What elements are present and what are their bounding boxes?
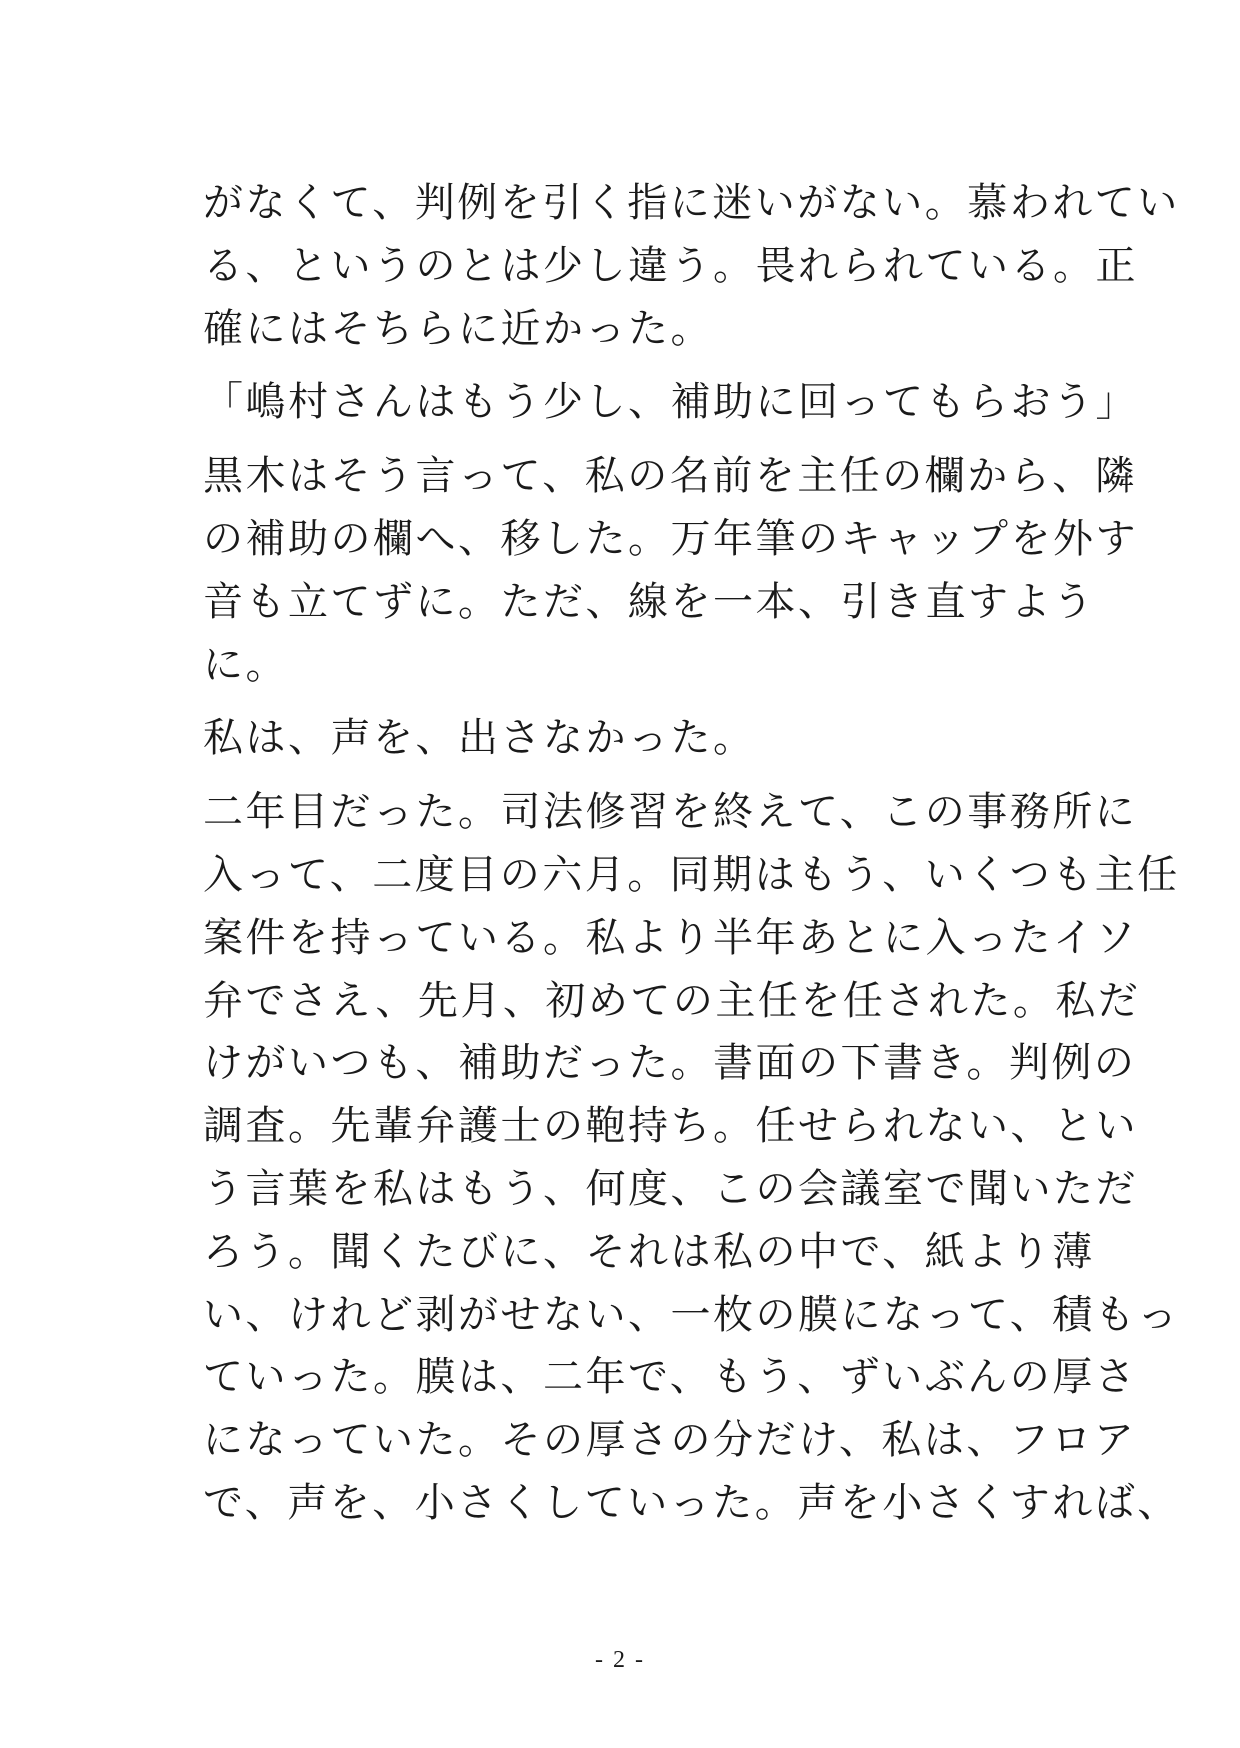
text-line: 調査。先輩弁護士の鞄持ち。任せられない、とい bbox=[203, 1103, 1138, 1150]
text-line: に。 bbox=[203, 641, 288, 688]
text-line: の補助の欄へ、移した。万年筆のキャップを外す bbox=[203, 515, 1138, 562]
text-line: ていった。膜は、二年で、もう、ずいぶんの厚さ bbox=[203, 1354, 1138, 1401]
text-line: う言葉を私はもう、何度、この会議室で聞いただ bbox=[203, 1165, 1138, 1212]
dialogue-line: 「嶋村さんはもう少し、補助に回ってもらおう」 bbox=[203, 379, 1138, 426]
text-line: 確にはそちらに近かった。 bbox=[203, 305, 713, 352]
text-line: で、声を、小さくしていった。声を小さくすれば、 bbox=[203, 1479, 1180, 1526]
text-line: 私は、声を、出さなかった。 bbox=[203, 715, 756, 762]
page-number: - 2 - bbox=[595, 1647, 645, 1673]
text-line: 二年目だった。司法修習を終えて、この事務所に bbox=[203, 789, 1138, 836]
text-line: ろう。聞くたびに、それは私の中で、紙より薄 bbox=[203, 1228, 1095, 1275]
text-line: 案件を持っている。私より半年あとに入ったイソ bbox=[203, 914, 1138, 961]
text-line: けがいつも、補助だった。書面の下書き。判例の bbox=[203, 1040, 1137, 1087]
text-line: 入って、二度目の六月。同期はもう、いくつも主任 bbox=[203, 851, 1180, 898]
body-text bbox=[203, 172, 1180, 1535]
text-line: い、けれど剥がせない、一枚の膜になって、積もっ bbox=[203, 1291, 1180, 1338]
text-line: 黒木はそう言って、私の名前を主任の欄から、隣 bbox=[203, 453, 1138, 500]
text-line: 弁でさえ、先月、初めての主任を任された。私だ bbox=[203, 977, 1141, 1024]
text-line: になっていた。その厚さの分だけ、私は、フロア bbox=[203, 1417, 1137, 1464]
text-line: 音も立てずに。ただ、線を一本、引き直すよう bbox=[203, 578, 1096, 625]
text-line: る、というのとは少し違う。畏れられている。正 bbox=[203, 242, 1138, 289]
text-line: がなくて、判例を引く指に迷いがない。慕われてい bbox=[203, 180, 1180, 226]
